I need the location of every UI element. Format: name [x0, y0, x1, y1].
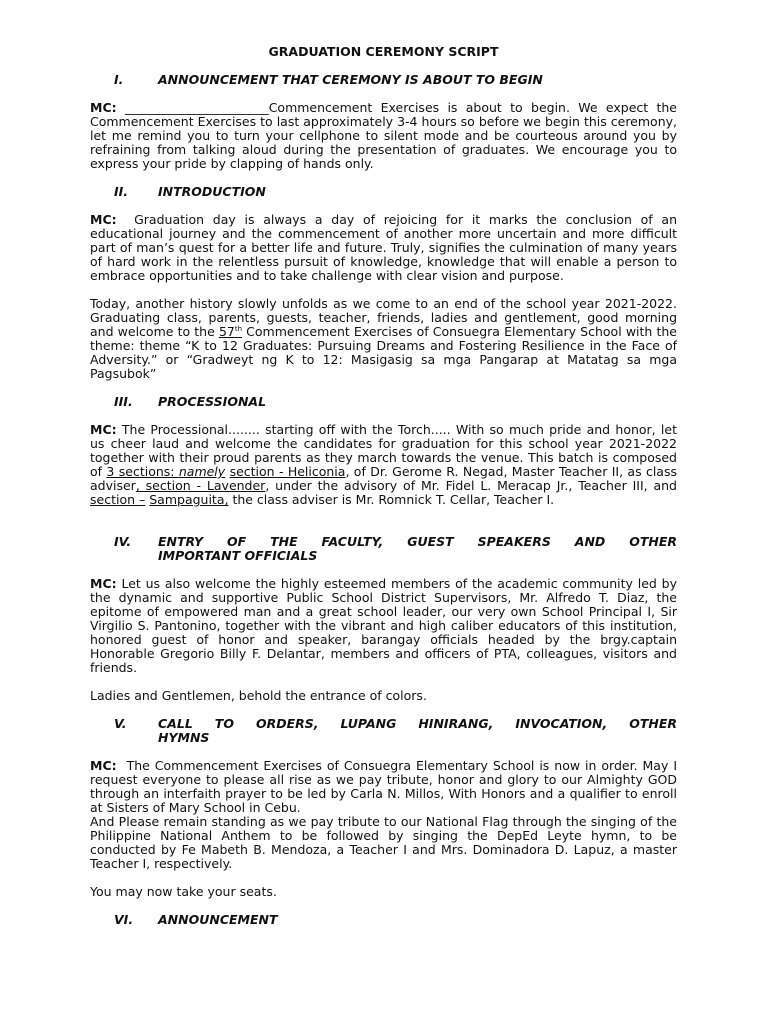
- paragraph-s3: [90, 423, 677, 507]
- paragraph-text: Commencement Exercises is about to begin. We expect the Commencement Exercises to last approximately 3-4 hours so before we begin this ceremony, let me remind you to turn your cellphone to silent mode and be courteous around you by refraining from talking aloud during the presentation of graduates. We encourage you to express your pride by clapping of hands only.: [90, 100, 677, 171]
- section-name-heliconia: section - Heliconia: [229, 464, 346, 479]
- paragraph-text: The Commencement Exercises of Consuegra Elementary School is now in order. May I request everyone to please all rise as we pay tribute, honor and glory to our Almighty GOD through an interfaith prayer to be led by Carla N. Millos, With Honors and a qualifier to enroll at Sisters of Mary School in Cebu.: [90, 758, 678, 815]
- section-number: III.: [114, 394, 133, 409]
- section-number: I.: [114, 72, 124, 87]
- mc-label: MC:: [90, 100, 117, 115]
- name-blank: _______________________: [124, 100, 269, 115]
- paragraph-ladies: Ladies and Gentlemen, behold the entrance of colors.: [90, 688, 427, 703]
- ordinal-number: 57th: [218, 324, 243, 339]
- paragraph-text: the class adviser is Mr. Romnick T. Cellar, Teacher I.: [228, 492, 555, 507]
- paragraph-s1: [90, 101, 677, 171]
- section-title: ENTRY OF THE FACULTY, GUEST SPEAKERS AND OTHER: [158, 534, 677, 549]
- paragraph-s5-1: [90, 759, 677, 815]
- section-number: IV.: [114, 534, 132, 549]
- section-number: VI.: [114, 912, 134, 927]
- paragraph-text: , of Dr. Gerome R. Negad, Master Teacher II, as class adviser: [90, 464, 677, 493]
- section-title: CALL TO ORDERS, LUPANG HINIRANG, INVOCATION, OTHER: [158, 716, 677, 731]
- paragraph-text: Commencement Exercises of Consuegra Elementary School with the theme: theme “K to 12 Graduates: Pursuing Dreams and Fostering Resilience in the Face of Adversity.” or “Gradweyt ng K to 12: Masigasig sa mga Pangarap at Matatag sa mga Pagsubok”: [90, 324, 677, 381]
- section-title: ANNOUNCEMENT: [158, 912, 278, 927]
- section-name-lavender: , section - Lavender: [135, 478, 266, 493]
- section-heading-6: [114, 913, 677, 927]
- section-number: V.: [114, 716, 127, 731]
- section-heading-1: [114, 73, 677, 87]
- paragraph-text: The Processional........ starting off with the Torch..... With so much pride and honor, let us cheer laud and welcome the candidates for graduation for this school year 2021-2022 together with their proud parents as they march towards the venue. This batch is composed of: [90, 422, 677, 479]
- section-heading-3: [114, 395, 677, 409]
- section-heading-4: [114, 535, 677, 563]
- section-heading-2: [114, 185, 677, 199]
- paragraph-s2-2: [90, 297, 677, 381]
- section-name-sampaguita: Sampaguita,: [149, 492, 229, 507]
- paragraph-text: , under the advisory of Mr. Fidel L. Meracap Jr., Teacher III, and: [265, 478, 677, 493]
- document-title: GRADUATION CEREMONY SCRIPT: [268, 44, 499, 59]
- section-number: II.: [114, 184, 129, 199]
- paragraph-s4: [90, 577, 677, 675]
- paragraph-s2-1: [90, 213, 677, 283]
- mc-label: MC:: [90, 212, 117, 227]
- section-heading-5: [114, 717, 677, 745]
- paragraph-s5-2: And Please remain standing as we pay tribute to our National Flag through the singing of the Philippine National Anthem to be followed by singing the DepEd Leyte hymn, to be conducted by Fe Mabeth B. Mendoza, a Teacher I and Mrs. Dominadora D. Lapuz, a master Teacher I, respectively.: [90, 814, 677, 871]
- paragraph-seats: You may now take your seats.: [90, 884, 277, 899]
- mc-label: MC:: [90, 422, 117, 437]
- paragraph-text: Today, another history slowly unfolds as we come to an end of the school year 2021-2022. Graduating class, parents, guests, teacher, friends, ladies and gentlement, good morning and welcome to the: [90, 296, 677, 339]
- section-title: PROCESSIONAL: [158, 394, 267, 409]
- mc-label: MC:: [90, 758, 117, 773]
- underlined-text: section –: [90, 492, 146, 507]
- paragraph-text: Graduation day is always a day of rejoicing for it marks the conclusion of an educational journey and the commencement of another more uncertain and more difficult part of man’s quest for a better life and future. Truly, signifies the culmination of many years of hard work in the relentless pursuit of knowledge, knowledge that will enable a person to embrace opportunities and to take challenge with clear vision and purpose.: [90, 212, 678, 283]
- paragraph-text: Let us also welcome the highly esteemed members of the academic community led by the dynamic and supportive Public School District Supervisors, Mr. Alfredo T. Diaz, the epitome of empowered man and a great school leader, our very own School Principal I, Sir Virgilio S. Pantonino, together with the vibrant and high caliber educators of this institution, honored guest of honor and speaker, barangay officials headed by the brgy.captain Honorable Gregorio Billy F. Delantar, members and officers of PTA, colleagues, visitors and friends.: [90, 576, 677, 675]
- section-title: ANNOUNCEMENT THAT CEREMONY IS ABOUT TO BEGIN: [158, 72, 543, 87]
- section-title-continued: IMPORTANT OFFICIALS: [158, 548, 318, 563]
- underlined-text: 3 sections: namely: [106, 464, 226, 479]
- section-title: INTRODUCTION: [158, 184, 266, 199]
- section-title-continued: HYMNS: [158, 730, 210, 745]
- mc-label: MC:: [90, 576, 117, 591]
